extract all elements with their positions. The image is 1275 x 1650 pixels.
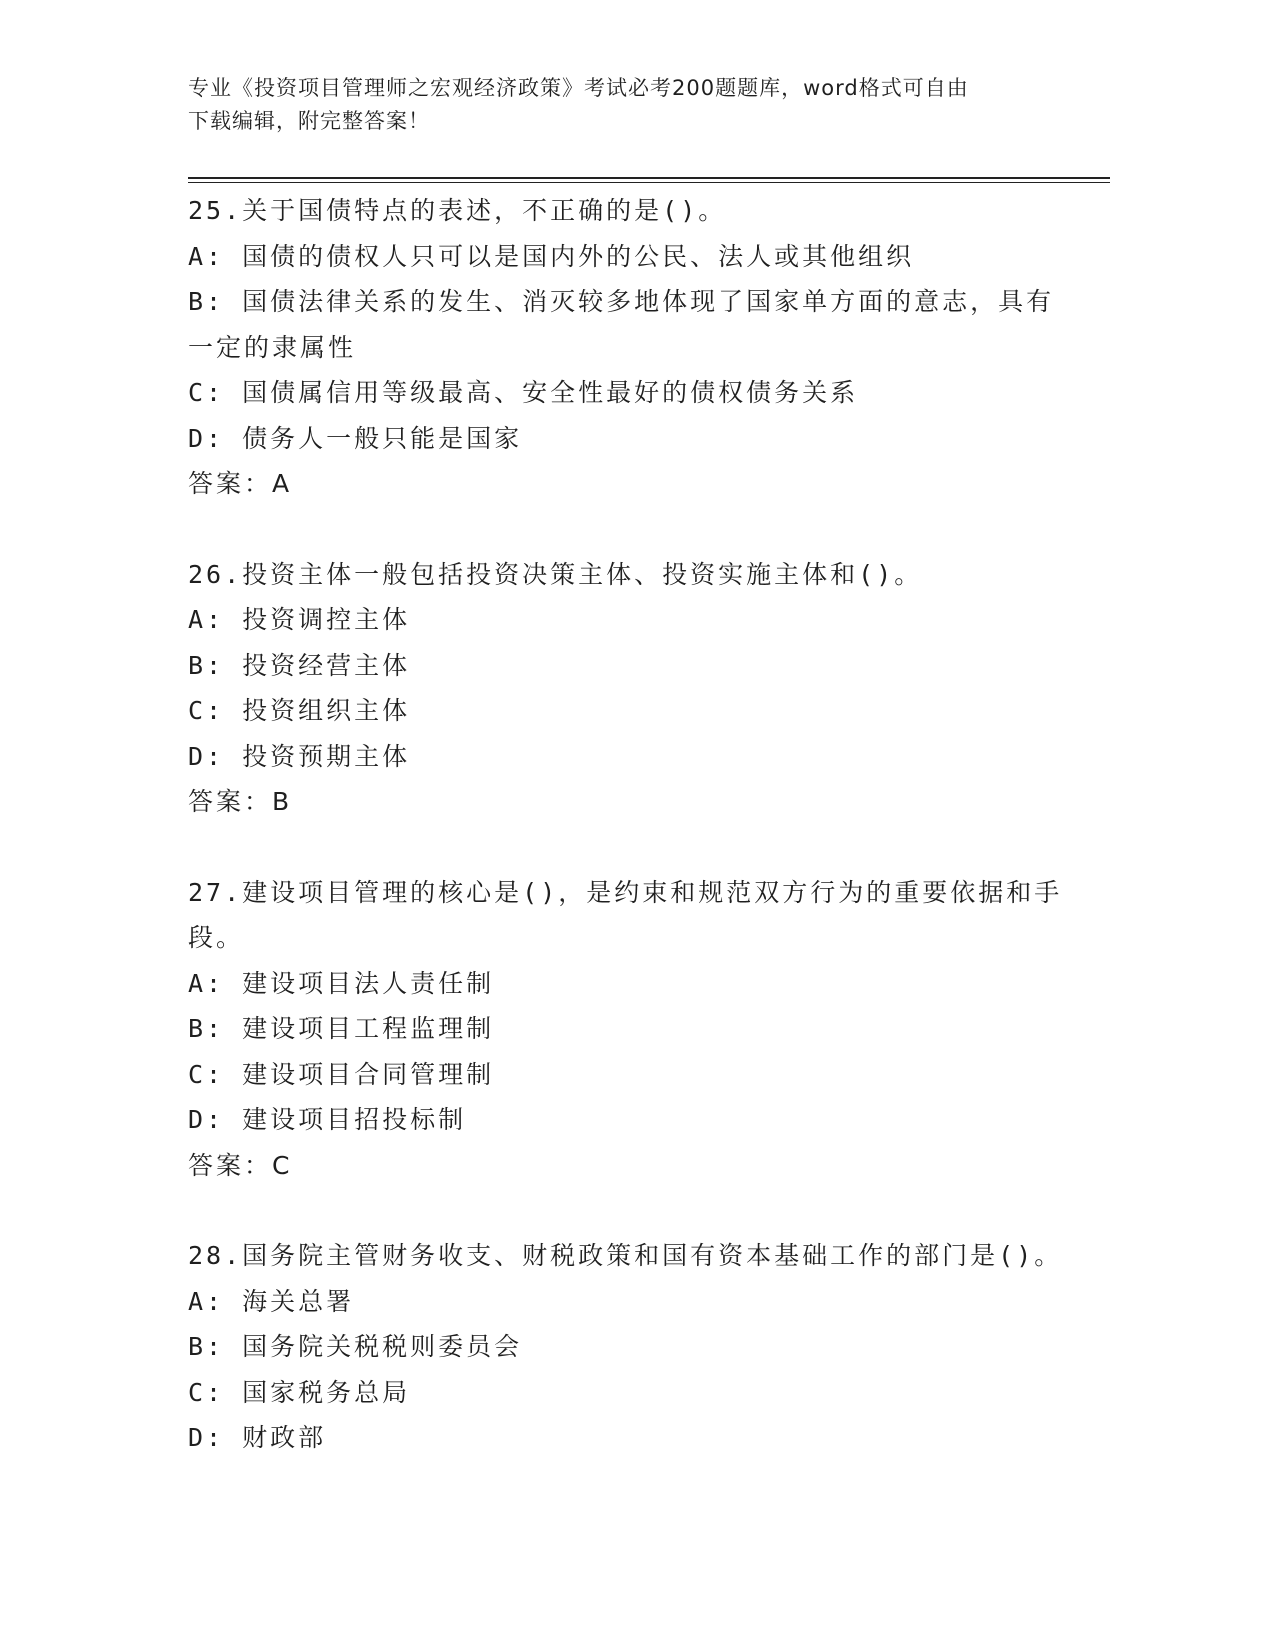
header-divider-thick	[188, 177, 1110, 179]
option-d: D: 投资预期主体	[188, 741, 411, 771]
answer-label: 答案：	[188, 1150, 273, 1180]
question-block-27	[188, 870, 1078, 1189]
answer-value: A	[272, 469, 291, 498]
answer-label: 答案：	[188, 787, 273, 816]
answer-line	[188, 1143, 1078, 1189]
option-b: B: 建设项目工程监理制	[188, 1014, 495, 1043]
header-divider-thin	[188, 182, 1110, 183]
question-text: 27.建设项目管理的核心是()，是约束和规范双方行为的重要依据和手段。	[188, 877, 1063, 952]
answer-label: 答案：	[188, 469, 273, 498]
option-a: A: 国债的债权人只可以是国内外的公民、法人或其他组织	[188, 241, 915, 271]
question-list	[188, 188, 1078, 1506]
option-c: C: 建设项目合同管理制	[188, 1059, 495, 1089]
option-d: D: 建设项目招投标制	[188, 1105, 467, 1134]
question-text: 26.投资主体一般包括投资决策主体、投资实施主体和()。	[188, 559, 923, 589]
option-b: B: 投资经营主体	[188, 650, 411, 680]
answer-value: C	[272, 1150, 291, 1180]
option-b: B: 国债法律关系的发生、消灭较多地体现了国家单方面的意志，具有一定的隶属性	[188, 287, 1055, 362]
answer-value: B	[272, 787, 291, 816]
option-c: C: 投资组织主体	[188, 696, 411, 725]
option-b: B: 国务院关税税则委员会	[188, 1332, 523, 1361]
option-a: A: 投资调控主体	[188, 605, 411, 634]
answer-line	[188, 461, 1078, 507]
answer-line	[188, 779, 1078, 825]
option-a: A: 海关总署	[188, 1286, 355, 1316]
question-block-26	[188, 552, 1078, 825]
header-line-1: 专业《投资项目管理师之宏观经济政策》考试必考200题题库，word格式可自由	[188, 76, 969, 100]
question-block-28	[188, 1233, 1078, 1461]
option-d: D: 财政部	[188, 1423, 327, 1452]
question-text: 25.关于国债特点的表述，不正确的是()。	[188, 196, 727, 225]
option-d: D: 债务人一般只能是国家	[188, 423, 523, 453]
option-c: C: 国债属信用等级最高、安全性最好的债权债务关系	[188, 378, 859, 407]
question-block-25	[188, 188, 1078, 507]
header-line-2: 下载编辑，附完整答案！	[188, 109, 430, 133]
option-a: A: 建设项目法人责任制	[188, 968, 495, 998]
question-text: 28.国务院主管财务收支、财税政策和国有资本基础工作的部门是()。	[188, 1241, 1063, 1270]
option-c: C: 国家税务总局	[188, 1377, 411, 1407]
document-header	[188, 72, 1088, 138]
